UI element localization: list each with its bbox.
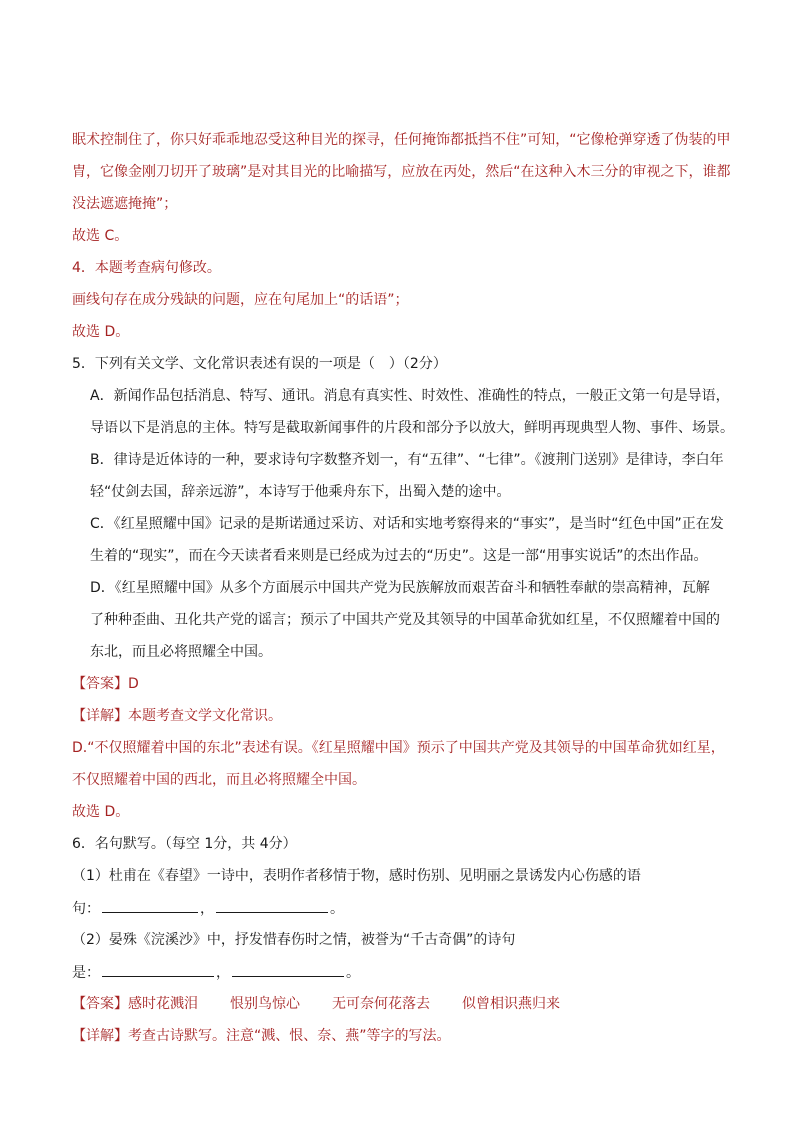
answer-item: 似曾相识燕归来 [462, 996, 560, 1012]
question-6-part-2: （2）晏殊《浣溪沙》中，抒发惜春伤时之情，被誉为“千古奇偶”的诗句 [72, 932, 516, 948]
blank-end: 。 [330, 901, 344, 917]
answer-label: 【答案】D [72, 676, 139, 692]
choice-conclusion: 故选 C。 [72, 228, 129, 244]
question-6-part-1-blanks [72, 898, 344, 919]
option-b-line: B．律诗是近体诗的一种，要求诗句字数整齐划一，有“五律”、“七律”。《渡荆门送别》是律诗，李白年 [90, 452, 724, 468]
choice-conclusion: 故选 D。 [72, 324, 130, 340]
question-5-title: 5．下列有关文学、文化常识表述有误的一项是（ ）（2分） [72, 356, 447, 372]
question-6-part-1: （1）杜甫在《春望》一诗中，表明作者移情于物，感时伤别、见明丽之景诱发内心伤感的语 [72, 868, 641, 884]
question-4-title: 4．本题考查病句修改。 [72, 260, 221, 276]
choice-conclusion: 故选 D。 [72, 804, 130, 820]
question-6-part-2-blanks [72, 962, 360, 983]
answer-blank [102, 962, 214, 977]
answer-label: 【答案】 [72, 996, 128, 1012]
option-c-line: C．《红星照耀中国》记录的是斯诺通过采访、对话和实地考察得来的“事实”，是当时“红色中国”正在发 [90, 516, 724, 532]
option-b-line: 轻“仗剑去国，辞亲远游”，本诗写于他乘舟东下，出蜀入楚的途中。 [90, 484, 511, 500]
option-a-line: A．新闻作品包括消息、特写、通讯。消息有真实性、时效性、准确性的特点，一般正文第一句是导语， [90, 388, 730, 404]
blank-prefix: 是： [72, 965, 100, 981]
answer-blank [102, 898, 198, 913]
blank-separator: ， [200, 901, 214, 917]
detail-label: 【详解】考查古诗默写。注意“溅、恨、奈、燕”等字的写法。 [72, 1028, 451, 1044]
answer-item: 无可奈何花落去 [332, 996, 430, 1012]
answer-item: 恨别鸟惊心 [230, 996, 300, 1012]
option-c-line: 生着的“现实”，而在今天读者看来则是已经成为过去的“历史”。这是一部“用事实说话”的杰出作品。 [90, 548, 708, 564]
blank-end: 。 [346, 965, 360, 981]
option-d-line: 了种种歪曲、丑化共产党的谣言；预示了中国共产党及其领导的中国革命犹如红星，不仅照耀着中国的 [90, 612, 720, 628]
explanation-line: D.“不仅照耀着中国的东北”表述有误。《红星照耀中国》预示了中国共产党及其领导的中国革命犹如红星， [72, 740, 725, 756]
explanation-line: 不仅照耀着中国的西北，而且必将照耀全中国。 [72, 772, 366, 788]
question-6-title: 6．名句默写。（每空 1分，共 4分） [72, 836, 297, 852]
blank-prefix: 句： [72, 901, 100, 917]
answer-blank [216, 898, 328, 913]
answer-blank [232, 962, 344, 977]
detail-label: 【详解】本题考查文学文化常识。 [72, 708, 282, 724]
answer-row [72, 994, 592, 1014]
explanation-line: 眠术控制住了，你只好乖乖地忍受这种目光的探寻，任何掩饰都抵挡不住”可知，“它像枪弹穿透了伪装的甲 [72, 132, 731, 148]
explanation-line: 没法遮遮掩掩”； [72, 196, 178, 212]
option-d-line: D．《红星照耀中国》从多个方面展示中国共产党为民族解放而艰苦奋斗和牺牲奉献的崇高精神，瓦解 [90, 580, 710, 596]
blank-separator: ， [216, 965, 230, 981]
option-a-line: 导语以下是消息的主体。特写是截取新闻事件的片段和部分予以放大，鲜明再现典型人物、事件、场景。 [90, 420, 734, 436]
explanation-line: 胄，它像金刚刀切开了玻璃”是对其目光的比喻描写，应放在丙处，然后“在这种入木三分的审视之下，谁都 [72, 164, 731, 180]
answer-item: 感时花溅泪 [128, 996, 198, 1012]
option-d-line: 东北，而且必将照耀全中国。 [90, 644, 272, 660]
question-4-explanation: 画线句存在成分残缺的问题，应在句尾加上“的话语”； [72, 292, 409, 308]
